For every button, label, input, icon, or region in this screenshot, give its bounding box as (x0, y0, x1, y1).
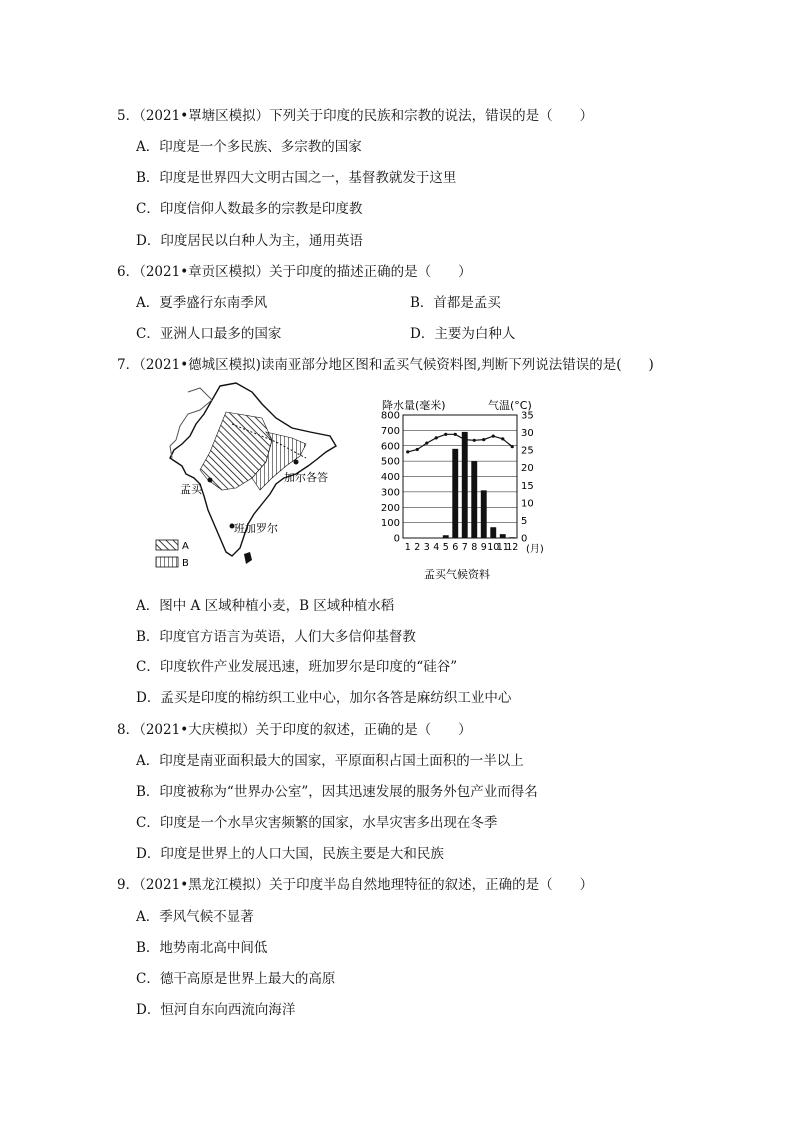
precip-bar (500, 534, 506, 538)
question-7-option-b: B．印度官方语言为英语，人们大多信仰基督教 (136, 629, 416, 645)
question-5-stem: 5．（2021•罩塘区模拟）下列关于印度的民族和宗教的说法，错误的是（ ） (117, 108, 594, 124)
question-5-option-d: D．印度居民以白种人为主，通用英语 (136, 233, 363, 249)
temperature-point (416, 448, 419, 451)
temperature-point (406, 450, 409, 453)
month-tick-label: 8 (471, 542, 478, 553)
question-7-stem: 7．（2021•德城区模拟)读南亚部分地区图和孟买气候资料图,判断下列说法错误的是( ) (117, 357, 654, 373)
question-5-option-c: C．印度信仰人数最多的宗教是印度教 (136, 201, 363, 217)
temp-tick-label: 5 (521, 515, 528, 527)
month-tick-label: 9 (480, 542, 487, 553)
mumbai-label: 孟买 (180, 483, 202, 496)
question-7-option-c: C．印度软件产业发展迅速，班加罗尔是印度的“硅谷” (136, 659, 458, 675)
temperature-point (463, 438, 466, 441)
temperature-point (492, 434, 495, 437)
question-6-option-b: B．首都是孟买 (410, 295, 501, 311)
precip-bar (443, 535, 449, 538)
temperature-point (501, 437, 504, 440)
precip-bar (481, 490, 487, 538)
precip-axis-title: 降水量(毫米) (382, 399, 446, 412)
legend-a-label: A (182, 541, 189, 552)
precip-bar (490, 527, 496, 538)
mumbai-dot (208, 478, 213, 483)
temp-axis-title: 气温(°C) (488, 399, 532, 412)
question-7-option-d: D．孟买是印度的棉纺织工业中心，加尔各答是麻纺织工业中心 (136, 690, 512, 706)
temperature-point (444, 433, 447, 436)
temp-tick-label: 35 (521, 410, 534, 422)
question-8-option-a: A．印度是南亚面积最大的国家，平原面积占国土面积的一半以上 (136, 753, 524, 769)
precip-bar (452, 449, 458, 538)
chart-title: 孟买气候资料 (424, 568, 490, 581)
temperature-point (454, 433, 457, 436)
month-tick-label: 2 (414, 542, 421, 553)
month-tick-label: 3 (423, 542, 430, 553)
precip-tick-label: 500 (380, 456, 400, 468)
precip-bar (462, 432, 468, 538)
question-7-option-a: A．图中 A 区域种植小麦，B 区域种植水稻 (136, 598, 395, 614)
mumbai-climate-chart (381, 398, 544, 581)
temp-tick-label: 30 (521, 428, 534, 440)
question-9-option-b: B．地势南北高中间低 (136, 940, 268, 956)
temperature-point (473, 439, 476, 442)
precip-tick-label: 300 (380, 487, 400, 499)
month-tick-label: 10 (487, 542, 500, 553)
month-tick-label: 6 (452, 542, 459, 553)
precip-tick-label: 600 (380, 441, 400, 453)
temperature-point (425, 442, 428, 445)
question-5-option-b: B．印度是世界四大文明古国之一，基督教就发于这里 (136, 170, 457, 186)
question-8-option-b: B．印度被称为“世界办公室”，因其迅速发展的服务外包产业而得名 (136, 784, 538, 800)
question-9-option-c: C．德干高原是世界上最大的高原 (136, 971, 336, 987)
temp-tick-label: 0 (521, 533, 528, 545)
question-8-option-d: D．印度是世界上的人口大国，民族主要是大和民族 (136, 846, 444, 862)
precip-bar (509, 537, 515, 538)
question-9-stem: 9．（2021•黑龙江模拟）关于印度半岛自然地理特征的叙述，正确的是（ ） (117, 877, 594, 893)
temperature-point (435, 436, 438, 439)
temperature-point (511, 445, 514, 448)
question-8-option-c: C．印度是一个水旱灾害频繁的国家，水旱灾害多出现在冬季 (136, 815, 498, 831)
question-9-option-d: D．恒河自东向西流向海洋 (136, 1002, 296, 1018)
question-6-option-c: C．亚洲人口最多的国家 (136, 326, 282, 342)
legend-a-swatch (156, 540, 178, 550)
temperature-line (408, 434, 513, 452)
month-tick-label: 7 (461, 542, 468, 553)
precip-tick-label: 100 (380, 518, 400, 530)
question-5-option-a: A．印度是一个多民族、多宗教的国家 (136, 139, 362, 155)
question-8-stem: 8．（2021•大庆模拟）关于印度的叙述，正确的是（ ） (117, 722, 472, 738)
temp-tick-label: 20 (521, 463, 534, 475)
temp-tick-label: 15 (521, 480, 534, 492)
south-asia-map (156, 383, 336, 569)
kolkata-dot (294, 460, 299, 465)
month-tick-label: 1 (404, 542, 411, 553)
precip-tick-label: 400 (380, 472, 400, 483)
month-tick-label: 12 (506, 542, 519, 553)
temperature-point (482, 438, 485, 441)
month-tick-label: 11 (496, 542, 509, 553)
precip-bar (471, 461, 477, 538)
question-6-stem: 6．（2021•章贡区模拟）关于印度的描述正确的是（ ） (117, 264, 472, 280)
month-tick-label: 5 (442, 542, 449, 553)
west-border (176, 400, 212, 440)
question-9-option-a: A．季风气候不显著 (136, 909, 254, 925)
question-6-option-a: A．夏季盛行东南季风 (136, 295, 268, 311)
question-6-option-d: D．主要为白种人 (410, 326, 516, 342)
legend-b-swatch (156, 557, 178, 567)
temp-tick-label: 25 (521, 445, 534, 457)
precip-tick-label: 800 (380, 410, 400, 422)
kolkata-label: 加尔各答 (284, 471, 328, 484)
sri-lanka (244, 552, 252, 564)
bangalore-label: 班加罗尔 (234, 522, 278, 535)
precip-tick-label: 0 (393, 533, 400, 545)
precip-tick-label: 200 (380, 502, 400, 514)
precip-tick-label: 700 (380, 425, 400, 437)
month-tick-label: 4 (433, 542, 440, 553)
temp-tick-label: 10 (521, 498, 534, 510)
legend-b-label: B (182, 558, 189, 569)
month-axis-unit: (月) (526, 544, 544, 555)
